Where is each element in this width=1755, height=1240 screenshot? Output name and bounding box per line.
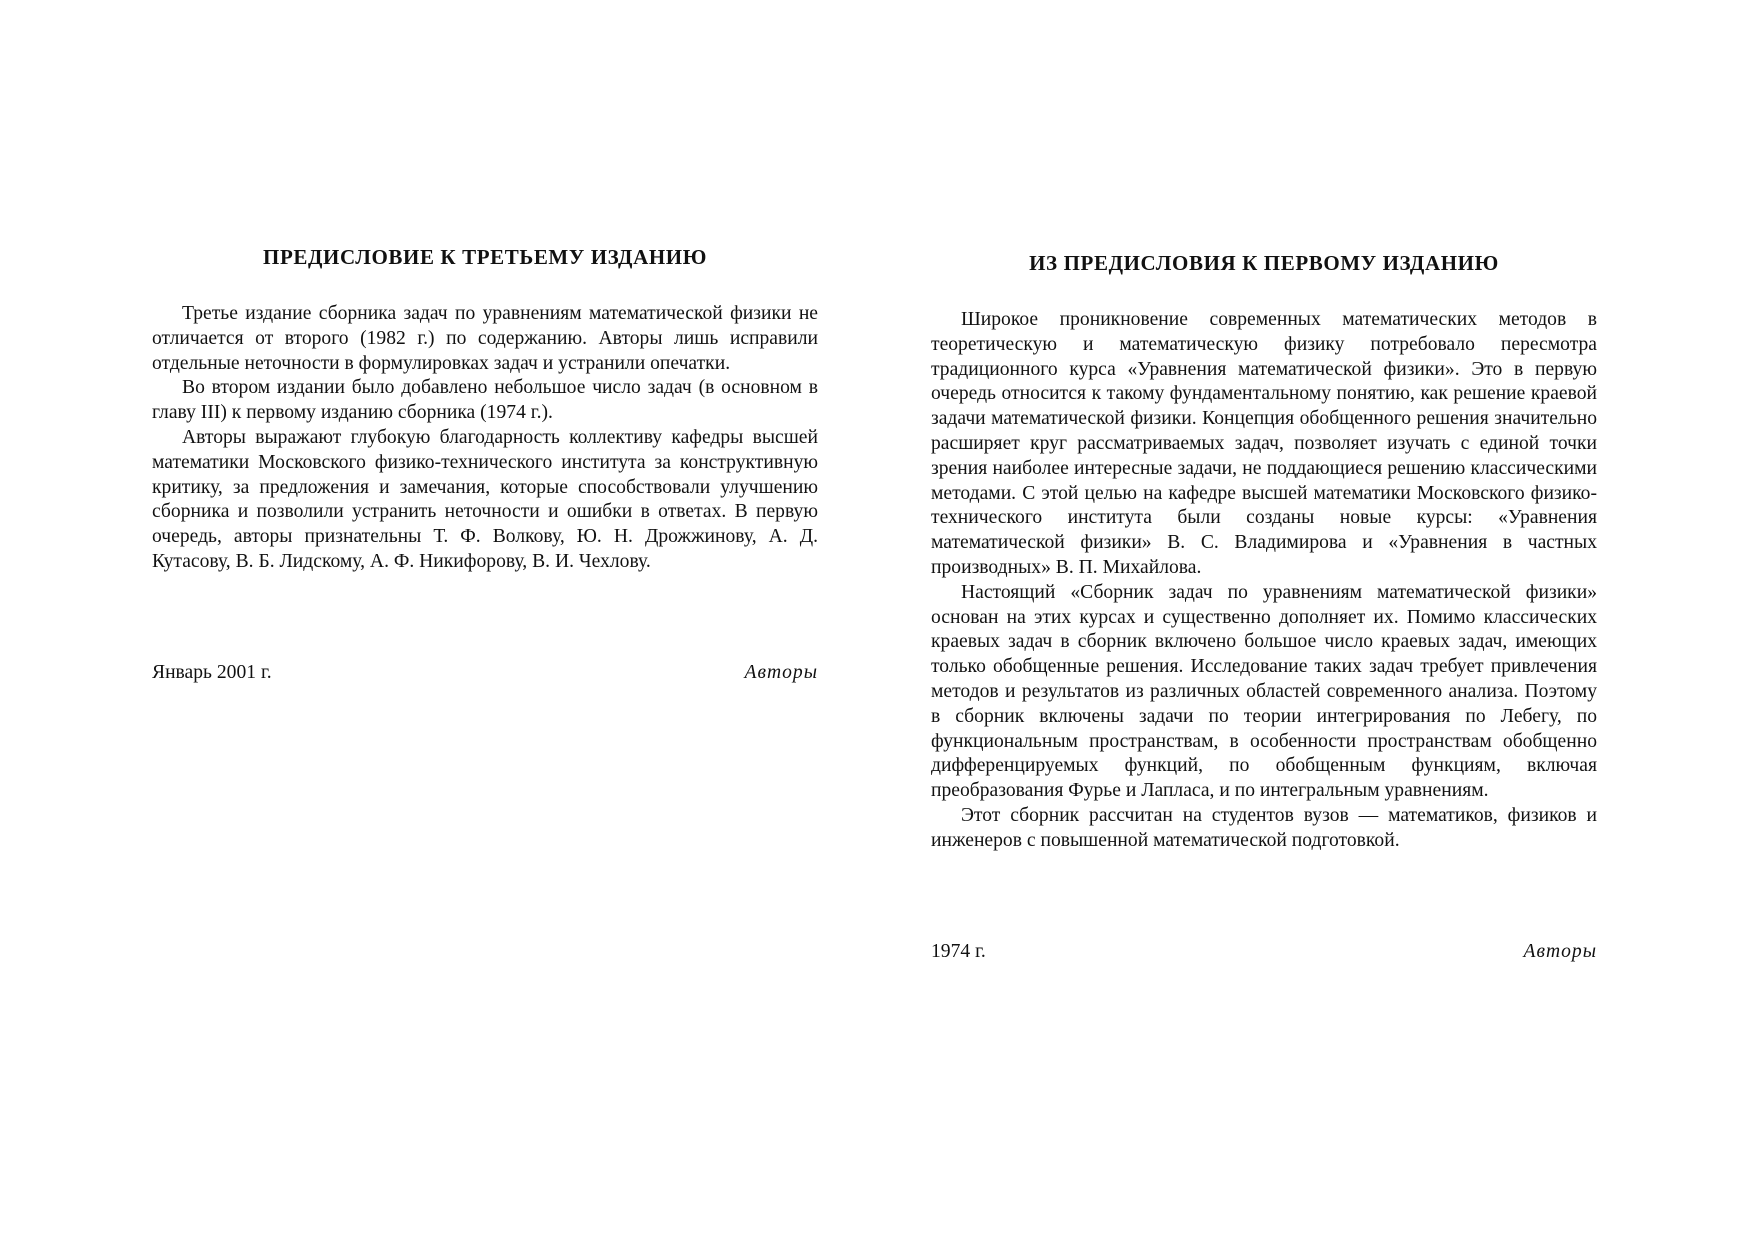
left-page-body	[152, 302, 818, 575]
right-page-title: ИЗ ПРЕДИСЛОВИЯ К ПЕРВОМУ ИЗДАНИЮ	[1029, 251, 1499, 275]
left-page-date: Январь 2001 г.	[152, 662, 272, 683]
left-paragraph-3: Авторы выражают глубокую благодарность коллективу кафедры высшей математики Московского физико-технического института за конструктивную критику, за предложения и замечания, которые способствовали улучшению сборника и позволили устранить неточности и ошибки в ответах. В первую очередь, авторы признательны Т. Ф. Волкову, Ю. Н. Дрожжинову, А. Д. Кутасову, В. Б. Лидскому, А. Ф. Никифорову, В. И. Чехлову.	[152, 426, 818, 572]
right-page-signature-line	[931, 940, 1597, 964]
right-paragraph-1: Широкое проникновение современных математических методов в теоретическую и математическую физику потребовало пересмотра традиционного курса «Уравнения математической физики». Это в первую очередь относится к такому фундаментальному понятию, как решение краевой задачи математической физики. Концепция обобщенного решения значительно расширяет круг рассматриваемых задач, позволяет изучать с единой точки зрения наиболее интересные задачи, не поддающиеся решению классическими методами. С этой целью на кафедре высшей математики Московского физико-технического института были созданы новые курсы: «Уравнения математической физики» В. С. Владимирова и «Уравнения в частных производных» В. П. Михайлова.	[931, 309, 1597, 578]
right-page-date: 1974 г.	[931, 941, 986, 962]
left-page-authors: Авторы	[744, 662, 818, 683]
left-page-signature-line	[152, 661, 818, 685]
right-paragraph-2: Настоящий «Сборник задач по уравнениям математической физики» основан на этих курсах и существенно дополняет их. Помимо классических краевых задач в сборник включено большое число краевых задач, имеющих только обобщенные решения. Исследование таких задач требует привлечения методов и результатов из различных областей современного анализа. Поэтому в сборник включены задачи по теории интегрирования по Лебегу, по функциональным пространствам, в особенности пространствам обобщенно дифференцируемых функций, по обобщенным функциям, включая преобразования Фурье и Лапласа, и по интегральным уравнениям.	[931, 581, 1597, 802]
right-page-authors: Авторы	[1523, 941, 1597, 962]
right-paragraph-3: Этот сборник рассчитан на студентов вузов — математиков, физиков и инженеров с повышенной математической подготовкой.	[931, 804, 1597, 851]
left-paragraph-2: Во втором издании было добавлено небольшое число задач (в основном в главу III) к первому изданию сборника (1974 г.).	[152, 377, 818, 424]
left-page-title: ПРЕДИСЛОВИЕ К ТРЕТЬЕМУ ИЗДАНИЮ	[263, 245, 707, 269]
right-page-body	[931, 308, 1597, 854]
left-paragraph-1: Третье издание сборника задач по уравнениям математической физики не отличается от второго (1982 г.) по содержанию. Авторы лишь исправили отдельные неточности в формулировках задач и устранили опечатки.	[152, 303, 818, 374]
